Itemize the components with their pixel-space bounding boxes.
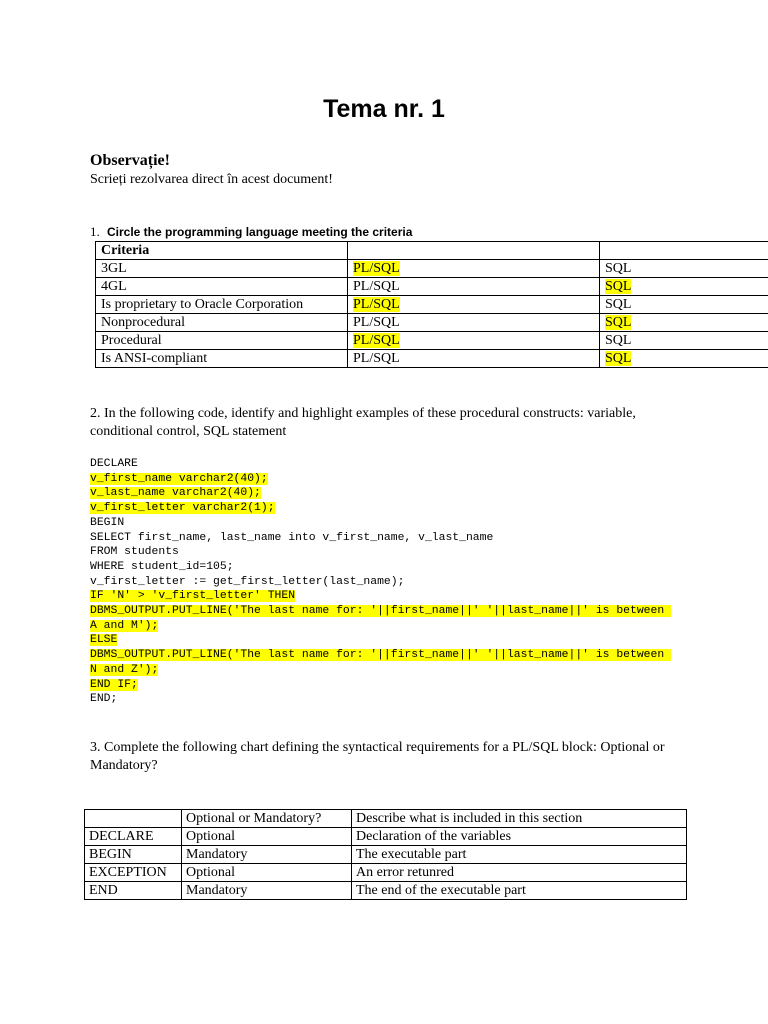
code-line: [90, 648, 672, 677]
plsql-option: PL/SQL: [353, 350, 400, 366]
section-name-cell: EXCEPTION: [85, 864, 182, 882]
section-value-cell: The executable part: [352, 846, 687, 864]
question-1-text: Circle the programming language meeting the criteria: [107, 225, 413, 239]
section-row: [85, 828, 687, 846]
code-line: [90, 560, 668, 575]
sql-option-cell[interactable]: [600, 332, 768, 350]
section-row: [85, 846, 687, 864]
block-sections-table: [84, 809, 687, 900]
question-1-number: 1.: [90, 224, 100, 239]
sql-option-cell[interactable]: [600, 296, 768, 314]
section-name-cell: DECLARE: [85, 828, 182, 846]
criteria-header-empty: [600, 242, 768, 260]
sql-option: SQL: [605, 260, 632, 276]
sections-header-row: [85, 810, 687, 828]
criteria-table: [95, 241, 768, 368]
highlighted-code: v_first_name varchar2(40);: [90, 472, 268, 485]
code-text: DECLARE: [90, 458, 138, 470]
plsql-option-cell[interactable]: [348, 296, 600, 314]
code-line: [90, 575, 668, 590]
highlighted-code: IF 'N' > 'v_first_letter' THEN: [90, 590, 296, 603]
plsql-option-cell[interactable]: [348, 314, 600, 332]
section-value-cell: An error retunred: [352, 864, 687, 882]
criteria-cell: 4GL: [96, 278, 348, 296]
code-line: [90, 692, 668, 707]
sql-option: SQL: [605, 314, 632, 330]
criteria-row: [96, 350, 768, 368]
highlighted-code: v_first_letter varchar2(1);: [90, 502, 275, 515]
code-line: [90, 604, 672, 633]
highlighted-code: END IF;: [90, 678, 138, 691]
code-line: [90, 457, 668, 472]
sql-option-cell[interactable]: [600, 278, 768, 296]
highlighted-code: DBMS_OUTPUT.PUT_LINE('The last name for: '||first_name||' '||last_name||' is between A and M');: [90, 605, 672, 632]
section-value-cell: Optional: [182, 828, 352, 846]
plsql-option-cell[interactable]: [348, 332, 600, 350]
section-row: [85, 864, 687, 882]
code-line: [90, 589, 668, 604]
criteria-header-row: [96, 242, 768, 260]
section-row: [85, 882, 687, 900]
highlighted-code: DBMS_OUTPUT.PUT_LINE('The last name for: '||first_name||' '||last_name||' is between N and Z');: [90, 649, 672, 676]
sql-option: SQL: [605, 350, 632, 366]
code-line: [90, 472, 668, 487]
code-block: [90, 457, 672, 707]
sql-option: SQL: [605, 332, 632, 348]
question-1-prompt: [90, 224, 412, 240]
sql-option: SQL: [605, 278, 632, 294]
plsql-option: PL/SQL: [353, 296, 400, 312]
sql-option: SQL: [605, 296, 632, 312]
sections-header-cell: Optional or Mandatory?: [182, 810, 352, 828]
observation-heading: Observație!: [90, 152, 170, 169]
criteria-cell: 3GL: [96, 260, 348, 278]
criteria-header-empty: [348, 242, 600, 260]
criteria-row: [96, 296, 768, 314]
plsql-option: PL/SQL: [353, 278, 400, 294]
section-name-cell: END: [85, 882, 182, 900]
plsql-option: PL/SQL: [353, 332, 400, 348]
section-value-cell: Optional: [182, 864, 352, 882]
code-line: [90, 678, 668, 693]
code-line: [90, 531, 668, 546]
code-text: FROM students: [90, 546, 179, 559]
code-line: [90, 633, 668, 648]
criteria-row: [96, 314, 768, 332]
section-value-cell: Mandatory: [182, 882, 352, 900]
highlighted-code: ELSE: [90, 634, 118, 647]
plsql-option: PL/SQL: [353, 260, 400, 276]
code-text: END;: [90, 693, 118, 706]
section-value-cell: The end of the executable part: [352, 882, 687, 900]
code-line: [90, 501, 668, 516]
code-text: v_first_letter := get_first_letter(last_name);: [90, 575, 405, 588]
code-line: [90, 545, 668, 560]
plsql-option-cell[interactable]: [348, 278, 600, 296]
criteria-cell: Is ANSI-compliant: [96, 350, 348, 368]
sql-option-cell[interactable]: [600, 260, 768, 278]
section-name-cell: BEGIN: [85, 846, 182, 864]
code-text: BEGIN: [90, 516, 125, 529]
code-line: [90, 516, 668, 531]
section-value-cell: Mandatory: [182, 846, 352, 864]
criteria-cell: Is proprietary to Oracle Corporation: [96, 296, 348, 314]
plsql-option-cell[interactable]: [348, 350, 600, 368]
criteria-row: [96, 332, 768, 350]
plsql-option-cell[interactable]: [348, 260, 600, 278]
document-title: Tema nr. 1: [323, 95, 445, 123]
sql-option-cell[interactable]: [600, 350, 768, 368]
sections-header-cell: Describe what is included in this section: [352, 810, 687, 828]
sql-option-cell[interactable]: [600, 314, 768, 332]
code-line: [90, 486, 668, 501]
criteria-header-cell: Criteria: [96, 242, 348, 260]
criteria-cell: Procedural: [96, 332, 348, 350]
observation-text: Scrieți rezolvarea direct în acest document!: [90, 172, 333, 187]
plsql-option: PL/SQL: [353, 314, 400, 330]
question-2-prompt: 2. In the following code, identify and highlight examples of these procedural constructs: variable, conditional control, SQL statement: [90, 406, 636, 439]
section-value-cell: Declaration of the variables: [352, 828, 687, 846]
sections-header-cell: [85, 810, 182, 828]
code-text: SELECT first_name, last_name into v_first_name, v_last_name: [90, 531, 494, 544]
code-text: WHERE student_id=105;: [90, 560, 234, 573]
highlighted-code: v_last_name varchar2(40);: [90, 487, 261, 500]
question-3-prompt: 3. Complete the following chart defining the syntactical requirements for a PL/SQL block: Optional or Mandatory?: [90, 740, 665, 773]
criteria-cell: Nonprocedural: [96, 314, 348, 332]
criteria-row: [96, 278, 768, 296]
criteria-row: [96, 260, 768, 278]
